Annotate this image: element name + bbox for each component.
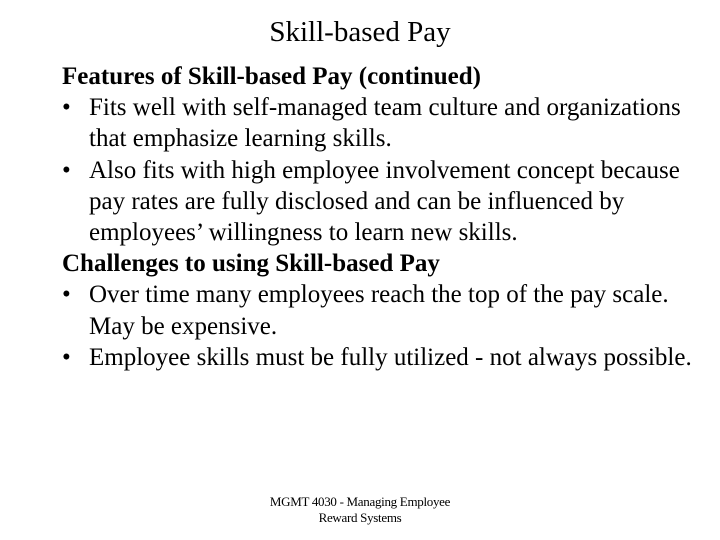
bullet-text: Employee skills must be fully utilized - not always possible. [89,343,692,371]
bullet-text: Fits well with self-managed team culture and organizations that emphasize learning skills. [89,94,681,153]
bullet-item [62,155,692,249]
bullet-item [62,279,692,341]
bullet-icon: • [62,94,71,122]
section-heading-challenges: Challenges to using Skill-based Pay [62,250,440,278]
bullet-item [62,342,692,373]
bullet-text: Over time many employees reach the top of the pay scale. May be expensive. [89,281,669,340]
footer-line-course: MGMT 4030 - Managing Employee [269,494,451,509]
slide-footer [220,494,500,526]
bullet-item [62,92,692,154]
section-heading-features: Features of Skill-based Pay (continued) [62,63,481,90]
challenges-bullet-list [62,279,692,373]
features-bullet-list [62,92,692,248]
bullet-text: Also fits with high employee involvement concept because pay rates are fully disclosed and can be influenced by employees’ willingness to learn new skills. [89,156,680,247]
bullet-icon: • [62,343,71,371]
slide-title: Skill-based Pay [269,16,451,48]
bullet-icon: • [62,156,71,184]
footer-line-subject: Reward Systems [318,510,402,525]
slide-body [62,61,692,373]
bullet-icon: • [62,281,71,309]
